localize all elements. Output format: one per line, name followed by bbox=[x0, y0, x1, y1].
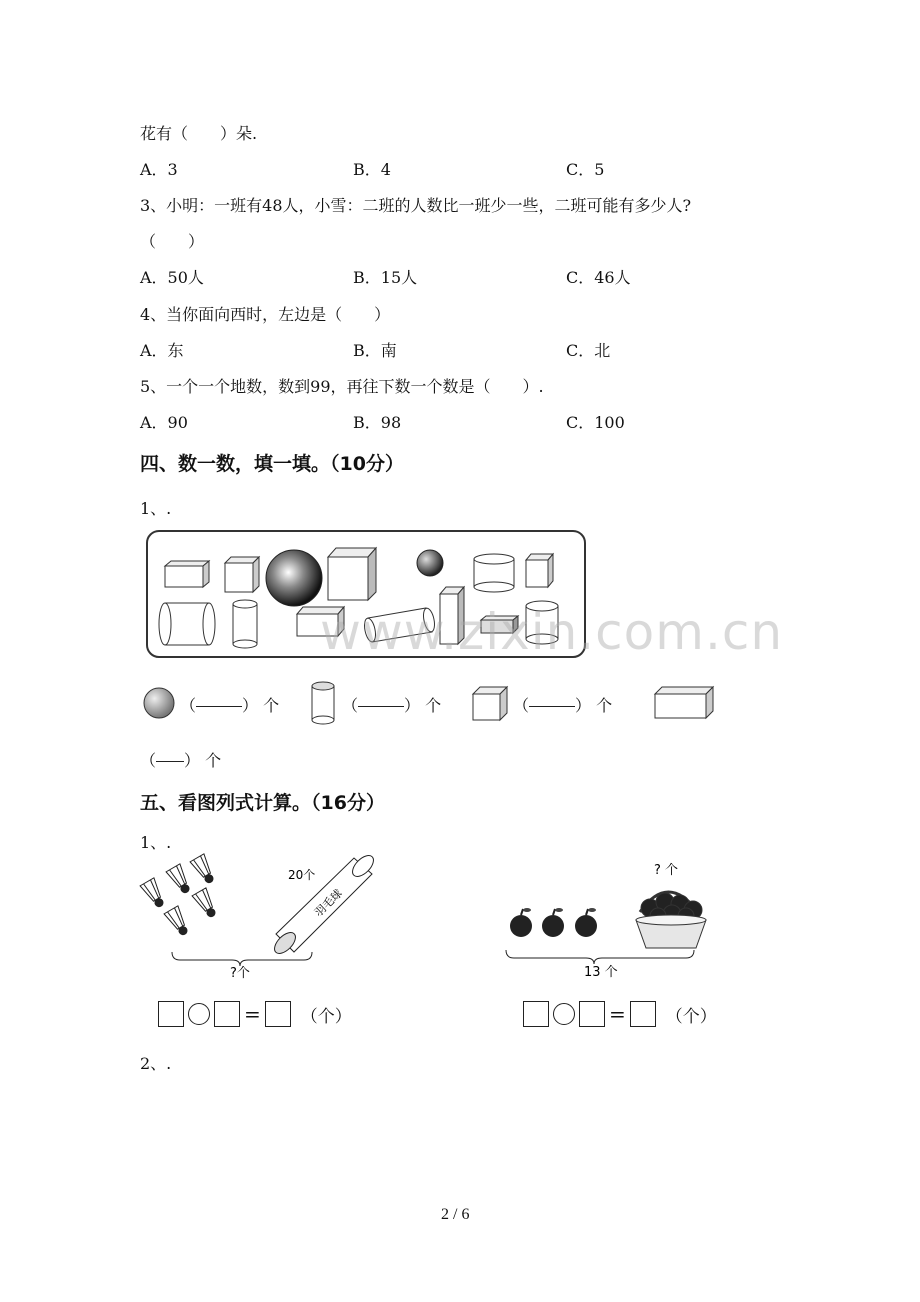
basket-count-label: ? 个 bbox=[654, 863, 679, 878]
apple-icon bbox=[575, 908, 597, 937]
right-brace bbox=[506, 950, 694, 964]
operator-circle[interactable] bbox=[188, 1003, 210, 1025]
q2-option-a: A．3 bbox=[140, 160, 178, 179]
q4-option-a: A．东 bbox=[140, 341, 184, 360]
q5-option-a: A．90 bbox=[140, 413, 188, 432]
basket-icon bbox=[636, 892, 706, 948]
q3-option-b: B．15人 bbox=[353, 268, 418, 287]
unit-label: （个） bbox=[300, 1006, 352, 1027]
answer-box[interactable] bbox=[158, 1001, 184, 1027]
answer-box[interactable] bbox=[265, 1001, 291, 1027]
shuttlecock-picture bbox=[136, 852, 386, 982]
unit-label: （个） bbox=[665, 1006, 717, 1027]
operator-circle[interactable] bbox=[553, 1003, 575, 1025]
q4-option-b: B．南 bbox=[353, 341, 397, 360]
q5-option-c: C．100 bbox=[566, 413, 625, 432]
cuboid-count-blank[interactable]: （ ） 个 bbox=[140, 751, 222, 770]
question-2-tail: 花有（ ）朵. bbox=[140, 124, 258, 143]
section-5-question-2: 2、. bbox=[140, 1054, 172, 1073]
section-4-question-1: 1、. bbox=[140, 499, 172, 518]
question-3-paren: （ ） bbox=[140, 232, 205, 251]
q2-option-c: C．5 bbox=[566, 160, 605, 179]
left-brace bbox=[172, 952, 312, 966]
cube-large bbox=[328, 548, 376, 600]
shuttlecock-icon bbox=[190, 854, 218, 886]
right-total-label: 13 个 bbox=[584, 965, 618, 980]
question-3-text: 3、小明：一班有48人，小雪：二班的人数比一班少一些，二班可能有多少人? bbox=[140, 196, 692, 215]
q5-option-b: B．98 bbox=[353, 413, 402, 432]
cube-count-blank[interactable]: （ ） 个 bbox=[513, 696, 613, 715]
q4-option-c: C．北 bbox=[566, 341, 611, 360]
sphere-large bbox=[266, 550, 322, 606]
apple-picture bbox=[500, 852, 730, 982]
cylinder-count-blank[interactable]: （ ） 个 bbox=[342, 696, 442, 715]
q2-option-b: B．4 bbox=[353, 160, 391, 179]
question-4-text: 4、当你面向西时，左边是（ ） bbox=[140, 305, 391, 324]
q3-option-c: C．46人 bbox=[566, 268, 631, 287]
answer-box[interactable] bbox=[579, 1001, 605, 1027]
answer-box[interactable] bbox=[523, 1001, 549, 1027]
left-total-label: ?个 bbox=[230, 966, 250, 981]
shuttlecock-icon bbox=[166, 864, 194, 896]
sphere-icon bbox=[141, 685, 177, 721]
cylinder-icon bbox=[308, 680, 338, 726]
tube-text: 羽毛球 bbox=[312, 886, 345, 920]
cylinder-upright-2 bbox=[233, 600, 257, 648]
cylinder-lying-1 bbox=[159, 603, 215, 645]
right-equation bbox=[523, 1001, 717, 1027]
shuttlecock-icon bbox=[192, 888, 220, 920]
section-5-title: 五、看图列式计算。（16分） bbox=[140, 792, 385, 814]
cylinder-upright-1 bbox=[474, 554, 514, 592]
question-5-text: 5、一个一个地数，数到99，再往下数一个数是（ ）. bbox=[140, 377, 544, 396]
watermark: www.zixin.com.cn bbox=[320, 603, 784, 661]
shuttlecock-icon bbox=[164, 906, 192, 938]
apple-icon bbox=[510, 908, 532, 937]
cube-small-1 bbox=[225, 557, 259, 592]
section-5-question-1: 1、. bbox=[140, 833, 172, 852]
page-number: 2 / 6 bbox=[441, 1206, 470, 1223]
equals-sign: = bbox=[244, 1002, 261, 1026]
answer-box[interactable] bbox=[630, 1001, 656, 1027]
q3-option-a: A．50人 bbox=[140, 268, 204, 287]
shuttlecock-icon bbox=[140, 878, 168, 910]
equals-sign: = bbox=[609, 1002, 626, 1026]
sphere-count-blank[interactable]: （ ） 个 bbox=[180, 696, 280, 715]
tube-count-label: 20个 bbox=[288, 868, 316, 882]
answer-box[interactable] bbox=[214, 1001, 240, 1027]
left-equation bbox=[158, 1001, 352, 1027]
sphere-small bbox=[417, 550, 443, 576]
cuboid-small-1 bbox=[165, 561, 209, 587]
cube-icon bbox=[470, 683, 510, 723]
cuboid-icon bbox=[652, 684, 716, 722]
apple-icon bbox=[542, 908, 564, 937]
section-4-title: 四、数一数，填一填。（10分） bbox=[140, 453, 404, 475]
cube-small-2 bbox=[526, 554, 553, 587]
